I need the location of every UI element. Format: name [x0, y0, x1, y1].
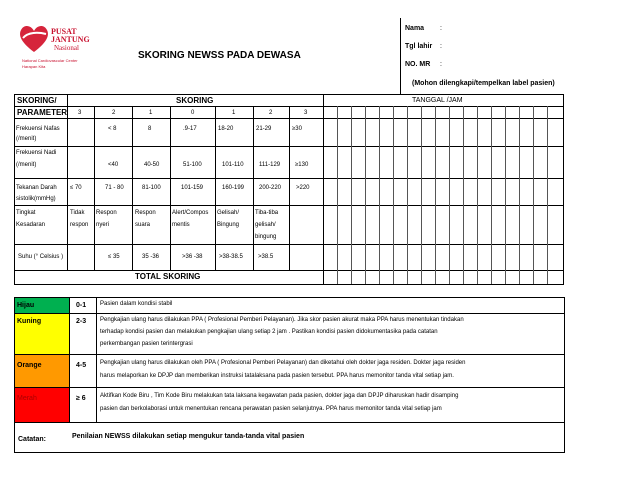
- patient-label-note: (Mohon dilengkapi/tempelkan label pasien): [412, 80, 555, 87]
- no-mr-label: NO. MR: [405, 61, 431, 68]
- legend-text-kuning: Pengkajian ulang harus dilakukan PPA ( Profesional Pemberi Pelayanan). Jika skor pasien akurat maka PPA harus menentukan tindakan: [100, 317, 464, 323]
- parameter-header: PARAMETER: [17, 108, 68, 117]
- heart-ribbon-icon: [18, 24, 50, 54]
- param-label: (/menit): [16, 162, 37, 168]
- table-cell: <40: [108, 162, 119, 168]
- table-cell: 200-220: [259, 185, 282, 191]
- table-cell: >220: [296, 185, 310, 191]
- logo-line3: Nasional: [54, 44, 79, 52]
- score-2-right: 2: [269, 110, 273, 116]
- total-skoring-label: TOTAL SKORING: [135, 272, 201, 281]
- legend-score-orange: 4-5: [76, 362, 87, 369]
- table-cell: 101-159: [181, 185, 204, 191]
- legend-swatch-merah: [15, 388, 69, 422]
- param-label: Kesadaran: [16, 222, 46, 228]
- table-cell: ≥30: [292, 126, 302, 132]
- table-cell: 81-100: [142, 185, 161, 191]
- legend-text-orange: harus melaporkan ke DPJP dan memberikan instruksi tatalaksana pada pasien tersebut. PPA harus memonitor tanda vital setiap jam.: [100, 373, 454, 379]
- table-cell: Respon: [135, 210, 156, 216]
- param-label: sistolik(mmHg): [16, 196, 56, 202]
- score-3-left: 3: [78, 110, 82, 116]
- param-label: Tekanan Darah: [16, 185, 57, 191]
- table-cell: < 8: [108, 126, 117, 132]
- param-label: Frekuensi Nadi: [16, 150, 57, 156]
- logo-line2: JANTUNG: [51, 35, 90, 44]
- table-cell: gelisah/: [255, 222, 276, 228]
- page-title: SKORING NEWSS PADA DEWASA: [138, 50, 301, 61]
- legend-score-merah: ≥ 6: [76, 395, 86, 402]
- legend-text-merah: Aktifkan Kode Biru , Tim Kode Biru melakukan tata laksana kegawatan pada pasien, dokter jaga dan DPJP diharuskan hadir disamping: [100, 393, 459, 399]
- no-mr-colon: :: [440, 61, 442, 68]
- score-1-right: 1: [232, 110, 236, 116]
- table-cell: nyeri: [96, 222, 110, 228]
- tanggal-jam-header: TANGGAL /JAM: [412, 97, 463, 104]
- header-logo: [18, 24, 98, 76]
- score-3-right: 3: [304, 110, 308, 116]
- table-cell: 71 - 80: [105, 185, 124, 191]
- legend-label-merah: Merah: [17, 395, 37, 402]
- table-cell: 111-129: [259, 162, 281, 168]
- table-cell: 40-50: [144, 162, 160, 168]
- table-cell: suara: [135, 222, 151, 228]
- legend-text-merah: pasien dan berkolaborasi untuk menentukan rencana perawatan pasien selanjutnya. PPA harus memonitor tanda vital setiap jam: [100, 406, 442, 412]
- table-cell: bingung: [255, 234, 277, 240]
- table-cell: Alert/Compos: [172, 210, 209, 216]
- table-cell: .9-17: [183, 126, 197, 132]
- table-cell: respon: [70, 222, 89, 228]
- skoring-center-header: SKORING: [176, 96, 214, 105]
- table-cell: >38.5: [258, 254, 274, 260]
- legend-text-hijau: Pasien dalam kondisi stabil: [100, 301, 173, 307]
- table-cell: mentis: [172, 222, 190, 228]
- table-cell: ≥130: [295, 162, 309, 168]
- table-cell: ≤ 35: [108, 254, 120, 260]
- legend-label-kuning: Kuning: [17, 318, 42, 325]
- score-1-left: 1: [149, 110, 153, 116]
- table-cell: 8: [148, 126, 152, 132]
- table-cell: ≤ 70: [70, 185, 82, 191]
- table-cell: Respon: [96, 210, 117, 216]
- tgl-lahir-colon: :: [440, 43, 442, 50]
- legend-score-kuning: 2-3: [76, 318, 87, 325]
- table-cell: >38-38.5: [219, 254, 243, 260]
- legend-text-orange: Pengkajian ulang harus dilakukan oleh PPA ( Profesional Pemberi Pelayanan) dan diketahui oleh dokter jaga residen. Dokter jaga residen: [100, 360, 466, 366]
- table-cell: >36 -38: [182, 254, 203, 260]
- catatan-label: Catatan:: [18, 436, 47, 443]
- table-cell: Tidak: [70, 210, 85, 216]
- legend-text-kuning: terhadap kondisi pasien dan melakukan pengkajian ulang setiap 2 jam . Pastikan kondisi pasien didokumentasika pada catatan: [100, 329, 438, 335]
- patient-divider: [400, 18, 401, 94]
- table-cell: Tiba-tiba: [255, 210, 279, 216]
- logo-sub1: National Cardiovascular Center: [22, 58, 78, 63]
- skoring-header: SKORING/: [17, 96, 57, 105]
- legend-text-kuning: perkembangan pasien terintergrasi: [100, 341, 193, 347]
- legend-label-hijau: Hijau: [17, 302, 35, 309]
- table-cell: 21-29: [256, 126, 272, 132]
- legend-score-hijau: 0-1: [76, 302, 87, 309]
- score-0: 0: [191, 110, 195, 116]
- param-label: Suhu (° Celsius ): [18, 254, 64, 260]
- nama-colon: :: [440, 25, 442, 32]
- param-label: (/menit): [16, 136, 37, 142]
- score-2-left: 2: [112, 110, 116, 116]
- nama-label: Nama: [405, 25, 425, 32]
- legend-swatch-orange: [15, 355, 69, 387]
- table-cell: 160-199: [222, 185, 245, 191]
- legend-label-orange: Orange: [17, 362, 42, 369]
- param-label: Tingkat: [16, 210, 36, 216]
- catatan-text: Penilaian NEWSS dilakukan setiap mengukur tanda-tanda vital pasien: [72, 433, 305, 440]
- logo-sub2: Harapan Kita: [22, 64, 46, 69]
- table-cell: Bingung: [217, 222, 240, 228]
- table-cell: 101-110: [222, 162, 244, 168]
- param-label: Frekuensi Nafas: [16, 126, 60, 132]
- table-cell: 35 -36: [142, 254, 160, 260]
- logo-line1: PUSAT: [51, 27, 77, 36]
- table-cell: Gelisah/: [217, 210, 240, 216]
- tgl-lahir-label: Tgl lahir: [405, 43, 433, 50]
- table-cell: 18-20: [218, 126, 234, 132]
- table-cell: 51-100: [183, 162, 202, 168]
